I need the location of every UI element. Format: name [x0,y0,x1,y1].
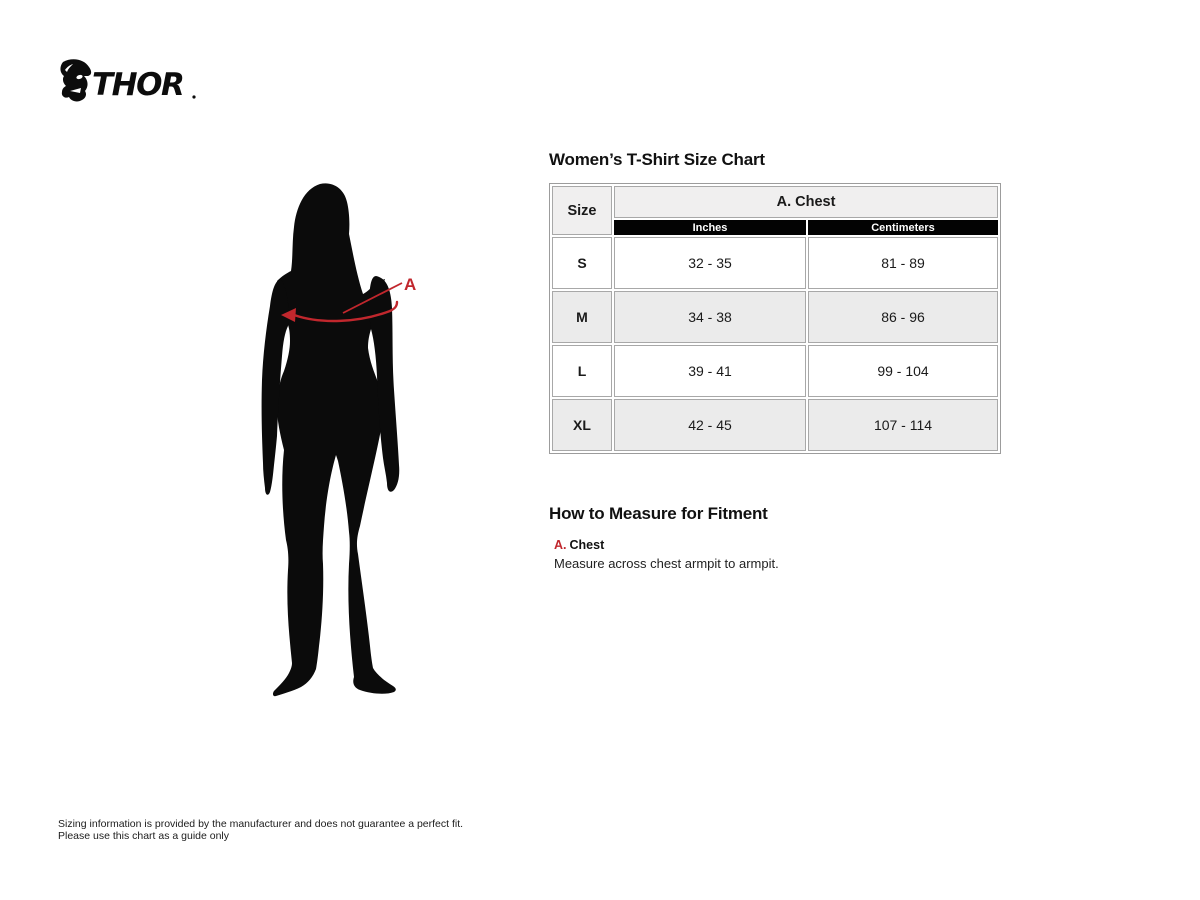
figure-silhouette-container [250,180,435,715]
table-row-l [552,345,998,397]
column-header-inches: Inches [614,220,806,235]
inches-cell: 32 - 35 [614,237,806,289]
size-cell: L [552,345,612,397]
measure-item-key: A. [554,538,567,552]
how-to-measure-section [549,504,1001,571]
inches-cell: 34 - 38 [614,291,806,343]
size-cell: S [552,237,612,289]
measure-item-label [554,538,1001,552]
centimeters-cell: 86 - 96 [808,291,998,343]
inches-cell: 42 - 45 [614,399,806,451]
table-row-m [552,291,998,343]
footer-line-1: Sizing information is provided by the manufacturer and does not guarantee a perfect fit. [58,818,464,830]
measure-item-instruction: Measure across chest armpit to armpit. [554,556,779,571]
centimeters-cell: 99 - 104 [808,345,998,397]
size-cell: M [552,291,612,343]
how-to-measure-title: How to Measure for Fitment [549,504,768,523]
logo-wordmark: THOR [92,67,184,103]
table-row-xl [552,399,998,451]
measurement-label-a: A [404,275,417,294]
measure-item-name: Chest [569,538,605,552]
footer-line-2: Please use this chart as a guide only [58,830,230,842]
column-header-chest: A. Chest [614,186,998,218]
centimeters-cell: 81 - 89 [808,237,998,289]
centimeters-cell: 107 - 114 [808,399,998,451]
thor-goat-head-icon [56,58,198,104]
woman-silhouette [250,180,435,710]
inches-cell: 39 - 41 [614,345,806,397]
size-chart-section [549,150,1001,571]
column-header-size: Size [552,186,612,235]
size-chart-title: Women’s T-Shirt Size Chart [549,150,765,169]
table-row-s [552,237,998,289]
size-cell: XL [552,399,612,451]
column-header-centimeters: Centimeters [808,220,998,235]
thor-logo [56,58,198,109]
footer-disclaimer [58,818,463,842]
size-chart-table [549,183,1001,454]
